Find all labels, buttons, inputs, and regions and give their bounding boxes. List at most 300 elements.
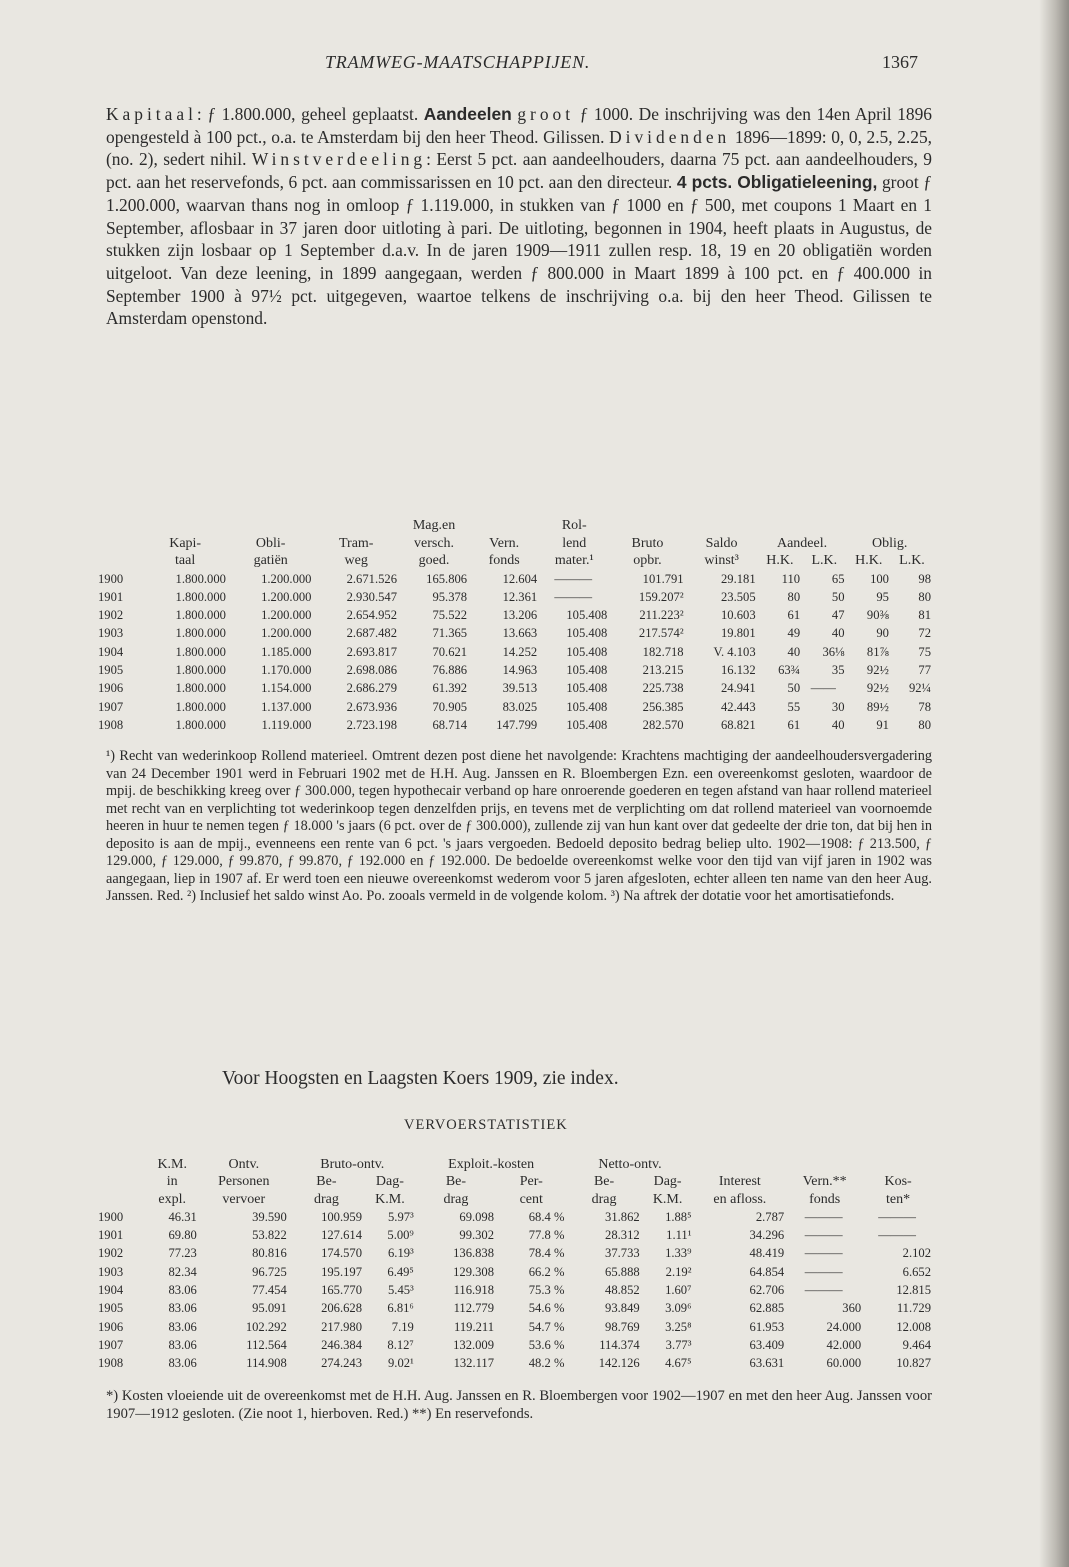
footnotes-financial: [106, 748, 932, 906]
table-cell: 83.06: [168, 1283, 197, 1298]
page-number: 1367: [882, 52, 918, 72]
stat-header-kos: Kos-: [884, 1174, 912, 1190]
page-header: [0, 52, 1069, 82]
page-edge: [1039, 0, 1069, 1567]
table-cell: 225.738: [642, 681, 684, 696]
table-cell: 2.787: [755, 1209, 785, 1224]
table-cell: 77.23: [168, 1246, 197, 1261]
table-cell: 274.243: [321, 1356, 363, 1371]
header-rol: Rol-: [561, 518, 587, 533]
header-oblig-lk: L.K.: [899, 553, 925, 568]
year-cell: 1905: [98, 1301, 124, 1316]
table-cell: 132.117: [453, 1356, 495, 1371]
table-cell: 1.800.000: [175, 571, 226, 586]
table-cell: 37.733: [605, 1246, 640, 1261]
year-cell: 1907: [98, 699, 124, 714]
stat-header-cent: cent: [519, 1191, 543, 1207]
table-cell: 1.200.000: [261, 589, 312, 604]
financial-table-row: [98, 698, 933, 716]
table-cell: 8.12⁷: [387, 1337, 414, 1352]
stat-table-row: [98, 1208, 933, 1226]
year-cell: 1906: [98, 1319, 124, 1334]
table-cell: 5.97³: [388, 1209, 414, 1224]
table-cell: ———: [804, 1264, 843, 1279]
table-cell: 1.33⁹: [665, 1246, 692, 1261]
intro-paragraph: [106, 103, 932, 330]
table-cell: 64.854: [749, 1264, 785, 1279]
financial-table-header: [98, 517, 933, 570]
intro-text-5: : Eerst 5 pct. aan aandeelhouders, daarna 75 pct. aan aandeelhouders, 9 pct. aan het reservefonds, 6 pct. aan commissarissen en 10 pct. aan den directeur.: [106, 149, 933, 193]
winstverdeeling-label: Winstverdeeling: [251, 149, 427, 170]
table-cell: 6.49⁵: [387, 1264, 414, 1279]
table-cell: 90: [876, 626, 889, 641]
table-cell: 213.215: [642, 662, 684, 677]
stat-header-be-3: Be-: [593, 1174, 615, 1190]
table-cell: 80: [918, 589, 931, 604]
table-cell: 105.408: [566, 644, 608, 659]
stat-header-km-1: K.M.: [375, 1191, 405, 1207]
stat-header-per: Per-: [519, 1174, 543, 1190]
table-cell: 246.384: [321, 1337, 363, 1352]
table-cell: 100.959: [321, 1209, 363, 1224]
table-cell: 114.908: [246, 1356, 287, 1371]
header-aandeel-hk: H.K.: [766, 553, 794, 568]
table-cell: 112.779: [453, 1301, 495, 1316]
table-cell: 256.385: [642, 699, 684, 714]
year-cell: 1903: [98, 1264, 124, 1279]
stat-header-row-3: [98, 1191, 933, 1208]
table-cell: 80: [787, 589, 801, 604]
header-winst: winst³: [704, 553, 739, 568]
table-cell: 77.454: [252, 1283, 287, 1298]
table-cell: 42.000: [826, 1337, 862, 1352]
financial-table-row: [98, 588, 933, 606]
stat-header-expl: expl.: [158, 1191, 187, 1207]
table-cell: 99.302: [459, 1228, 495, 1243]
header-aandeel-lk: L.K.: [811, 553, 838, 568]
table-cell: 61.392: [432, 681, 468, 696]
table-cell: 68.714: [432, 717, 468, 732]
table-cell: 1.200.000: [261, 571, 312, 586]
table-cell: ——: [810, 681, 836, 696]
table-cell: 53.822: [252, 1228, 287, 1243]
header-obli: Obli-: [255, 535, 286, 551]
table-cell: 40: [831, 717, 845, 732]
table-cell: 62.706: [749, 1283, 785, 1298]
stat-table-row: [98, 1226, 933, 1244]
table-cell: 91: [876, 717, 889, 732]
header-mater: mater.¹: [554, 553, 594, 568]
table-cell: 95: [876, 589, 889, 604]
table-cell: 61: [787, 717, 801, 732]
table-cell: 40: [787, 644, 801, 659]
table-cell: 1.170.000: [261, 662, 312, 677]
table-cell: 47: [831, 608, 845, 623]
year-cell: 1902: [98, 1246, 124, 1261]
table-cell: 282.570: [642, 717, 684, 732]
table-cell: 61: [787, 608, 801, 623]
table-cell: 34.296: [749, 1228, 785, 1243]
table-cell: 92½: [866, 681, 889, 696]
stat-table-header: [98, 1156, 933, 1208]
obligatieleening-label: 4 pcts. Obligatieleening,: [676, 172, 878, 193]
table-cell: 24.941: [721, 681, 756, 696]
year-cell: 1906: [98, 681, 124, 696]
year-cell: 1908: [98, 1356, 124, 1371]
table-cell: 54.6 %: [528, 1301, 565, 1316]
table-cell: 83.06: [168, 1337, 197, 1352]
table-cell: 95.378: [432, 589, 468, 604]
table-cell: 65.888: [605, 1264, 640, 1279]
table-cell: 5.45³: [388, 1283, 414, 1298]
table-cell: 1.800.000: [175, 644, 226, 659]
header-goed: goed.: [418, 553, 450, 568]
table-cell: 1.11¹: [666, 1228, 692, 1243]
table-cell: 78: [918, 699, 931, 714]
table-cell: 13.663: [502, 626, 538, 641]
table-cell: 132.009: [453, 1337, 495, 1352]
stat-header-dag-1: Dag-: [375, 1174, 404, 1190]
table-cell: 92½: [866, 662, 889, 677]
table-cell: 206.628: [321, 1301, 363, 1316]
header-weg: weg: [344, 553, 368, 568]
footnote-statistics-text: *) Kosten vloeiende uit de overeenkomst met de H.H. Aug. Janssen en R. Bloembergen voor 1902—1907 en met den heer Aug. Janssen voor 1907—1912 gesloten. (Zie noot 1, hierboven. Red.) **) En reservefonds.: [106, 1388, 932, 1423]
stat-header-be-1: Be-: [316, 1174, 337, 1190]
table-cell: 63.409: [749, 1337, 785, 1352]
table-cell: 60.000: [826, 1356, 862, 1371]
table-cell: 7.19: [391, 1319, 414, 1334]
table-cell: ———: [878, 1209, 916, 1224]
table-cell: 46.31: [168, 1209, 197, 1224]
table-cell: 30: [831, 699, 845, 714]
header-kapi: Kapi-: [169, 535, 202, 551]
table-cell: 105.408: [566, 717, 608, 732]
table-cell: 147.799: [496, 717, 538, 732]
table-cell: ———: [554, 571, 593, 586]
stat-header-in: in: [166, 1174, 178, 1190]
aandeelen-label: Aandeelen: [423, 104, 512, 124]
table-cell: 77.8 %: [528, 1228, 565, 1243]
table-cell: 116.918: [453, 1283, 495, 1298]
header-saldo: Saldo: [705, 535, 738, 551]
stat-table-row: [98, 1244, 933, 1262]
table-cell: 1.60⁷: [665, 1283, 692, 1298]
table-cell: 1.119.000: [261, 717, 312, 732]
stat-header-netto: Netto-ontv.: [598, 1157, 662, 1172]
table-cell: V. 4.103: [713, 644, 756, 659]
table-cell: 39.590: [252, 1209, 287, 1224]
table-cell: 98: [918, 571, 931, 586]
table-cell: ———: [554, 589, 593, 604]
header-oblig: Oblig.: [872, 535, 908, 551]
table-cell: 36⅛: [822, 644, 845, 659]
table-cell: 2.686.279: [346, 681, 397, 696]
transport-statistics-table: [98, 1156, 933, 1373]
table-cell: 75.522: [432, 608, 468, 623]
table-cell: 50: [831, 589, 845, 604]
table-cell: 2.102: [902, 1246, 931, 1261]
footnote-text: ¹) Recht van wederinkoop Rollend materieel. Omtrent dezen post diene het navolgende: Krachtens machtiging der aandeelhoudersvergadering van 24 December 1901 werd in Februari 1902 met de H.H. Aug. Janssen en R. Bloembergen Ezn. een overeenkomst gesloten, waardoor de mpij. de beschikking kreeg over ƒ 300.000, tegen hypothecair verband op hare onroerende goederen en tegen afstand van haar rollend materieel met recht van en verplichting tot wederinkoop tegen denzelfden prijs, en tevens met de verplichting om dat rollend materieel van voornoemde heeren in huur te nemen tegen ƒ 18.000 's jaars (6 pct. over de ƒ 300.000), zullende zij van hun kant over dat gedeelte der drie ton, dat bij hen in deposito is aan de mpij., evenneens een rente van 6 pct. 's jaars vergoeden. Bedoeld deposito bedrag beliep ulto. 1902—1908: ƒ 213.500, ƒ 129.000, ƒ 129.000, ƒ 99.870, ƒ 99.870, ƒ 192.000 en ƒ 192.000. De bedoelde overeenkomst welke voor den tijd van vijf jaren in 1902 was aangegaan, liep in 1907 af. Er werd toen een nieuwe overeenkomst wederom voor 5 jaren afgesloten, echter alleen ten name van den heer Aug. Janssen. Red. ²) Inclusief het saldo winst Ao. Po. zooals vermeld in de volgende kolom. ³) Na aftrek der dotatie voor het amortisatiefonds.: [106, 748, 932, 905]
intro-text-6: groot ƒ 1.200.000, waarvan thans nog in omloop ƒ 1.119.000, in stukken van ƒ 1000 en ƒ 500, met coupons 1 Maart en 1 September, aflosbaar in 37 jaren door uitloting à pari. De uitloting, begonnen in 1904, heeft plaats in Augustus, de stukken zijn losbaar op 1 September d.a.v. In de jaren 1909—1911 zullen resp. 18, 19 en 20 obligatiën worden uitgeloot. Van deze leening, in 1899 aangegaan, werden ƒ 800.000 in Maart 1899 à 100 pct. en ƒ 400.000 in September 1900 à 97½ pct. uitgegeven, waartoe telkens de inschrijving o.a. bij den heer Theod. Gilissen te Amsterdam openstond.: [106, 172, 932, 329]
table-cell: 182.718: [642, 644, 684, 659]
table-cell: 65: [831, 571, 845, 586]
stat-header-personen: Personen: [218, 1174, 270, 1190]
year-cell: 1900: [98, 1209, 124, 1224]
table-cell: 2.673.936: [346, 699, 397, 714]
table-cell: 12.815: [896, 1283, 931, 1298]
table-cell: 112.564: [246, 1337, 287, 1352]
table-cell: 5.00⁹: [387, 1228, 414, 1243]
table-cell: 2.693.817: [346, 644, 397, 659]
table-cell: 35: [831, 662, 845, 677]
table-cell: 82.34: [168, 1264, 197, 1279]
financial-header-row-1: [98, 517, 933, 535]
table-cell: 13.206: [502, 608, 538, 623]
table-cell: 105.408: [566, 699, 608, 714]
financial-table: [98, 517, 933, 734]
table-cell: 75.3 %: [528, 1283, 565, 1298]
table-cell: 12.008: [896, 1319, 931, 1334]
table-cell: 105.408: [566, 626, 608, 641]
table-cell: 165.806: [426, 571, 468, 586]
table-cell: 70.621: [432, 644, 468, 659]
header-bruto: Bruto: [631, 535, 664, 551]
table-cell: ———: [804, 1246, 843, 1261]
stat-header-row-2: [98, 1173, 933, 1190]
stat-table-row: [98, 1299, 933, 1317]
table-cell: 3.25⁸: [665, 1319, 692, 1334]
table-cell: 81: [918, 608, 931, 623]
header-versch: versch.: [414, 535, 455, 551]
table-cell: 1.800.000: [175, 717, 226, 732]
table-cell: 136.838: [453, 1246, 495, 1261]
table-cell: 77: [918, 662, 931, 677]
financial-table-body: [98, 570, 933, 735]
table-cell: 110: [781, 571, 801, 586]
table-cell: 1.200.000: [261, 608, 312, 623]
table-cell: 10.603: [721, 608, 756, 623]
table-cell: 23.505: [721, 589, 756, 604]
table-cell: 195.197: [321, 1264, 363, 1279]
table-cell: 80.816: [252, 1246, 287, 1261]
header-gatien: gatiën: [253, 553, 288, 568]
table-cell: 83.025: [502, 699, 538, 714]
stat-header-afloss: en afloss.: [713, 1191, 767, 1207]
table-cell: 211.223²: [639, 608, 684, 623]
financial-table-row: [98, 606, 933, 624]
table-cell: 119.211: [454, 1319, 495, 1334]
table-cell: 1.800.000: [175, 608, 226, 623]
table-cell: 105.408: [566, 662, 608, 677]
table-cell: 2.723.198: [346, 717, 397, 732]
table-cell: 2.687.482: [346, 626, 397, 641]
table-cell: 83.06: [168, 1319, 197, 1334]
table-cell: 101.791: [642, 571, 684, 586]
year-cell: 1900: [98, 571, 124, 586]
table-cell: 217.980: [321, 1319, 363, 1334]
table-cell: 12.604: [502, 571, 538, 586]
table-cell: 165.770: [321, 1283, 363, 1298]
table-cell: 98.769: [605, 1319, 640, 1334]
stat-header-drag-2: drag: [443, 1191, 469, 1207]
stat-header-vern: Vern.**: [802, 1174, 847, 1190]
table-cell: 129.308: [453, 1264, 495, 1279]
table-cell: 102.292: [245, 1319, 287, 1334]
table-cell: 66.2 %: [528, 1264, 565, 1279]
table-cell: 39.513: [502, 681, 538, 696]
year-cell: 1905: [98, 662, 124, 677]
table-cell: 78.4 %: [528, 1246, 565, 1261]
table-cell: 9.02¹: [388, 1356, 414, 1371]
table-cell: 61.953: [749, 1319, 785, 1334]
table-cell: 75: [918, 644, 931, 659]
table-cell: 1.185.000: [261, 644, 312, 659]
koers-reference: Voor Hoogsten en Laagsten Koers 1909, zie index.: [222, 1068, 619, 1089]
header-mag-en: Mag.en: [412, 518, 456, 533]
stat-table-row: [98, 1281, 933, 1299]
table-cell: ———: [804, 1228, 843, 1243]
financial-header-row-2: [98, 535, 933, 553]
table-cell: 142.126: [598, 1356, 640, 1371]
stat-header-ten: ten*: [886, 1191, 911, 1207]
footnotes-statistics: [106, 1387, 932, 1424]
table-cell: 360: [842, 1301, 862, 1316]
table-cell: 127.614: [321, 1228, 363, 1243]
table-cell: 105.408: [566, 681, 608, 696]
table-cell: 174.570: [321, 1246, 363, 1261]
stat-header-be-2: Be-: [445, 1174, 467, 1190]
table-cell: 40: [831, 626, 845, 641]
table-cell: 49: [787, 626, 801, 641]
company-description: [106, 103, 932, 330]
year-cell: 1902: [98, 608, 124, 623]
stat-header-fonds: fonds: [809, 1191, 841, 1207]
header-vern: Vern.: [489, 535, 520, 551]
table-cell: 114.374: [599, 1337, 640, 1352]
table-cell: 6.652: [902, 1264, 931, 1279]
stat-header-ontv: Ontv.: [228, 1157, 260, 1172]
year-cell: 1901: [98, 1228, 124, 1243]
table-cell: 2.654.952: [346, 608, 397, 623]
stat-header-drag-1: drag: [313, 1191, 339, 1207]
table-cell: 83.06: [168, 1356, 197, 1371]
header-lend: lend: [562, 535, 587, 551]
financial-table-row: [98, 716, 933, 734]
header-fonds: fonds: [488, 553, 520, 568]
table-cell: 68.4 %: [528, 1209, 565, 1224]
year-cell: 1901: [98, 589, 124, 604]
stat-table-row: [98, 1336, 933, 1354]
table-cell: 95.091: [252, 1301, 287, 1316]
header-opbr: opbr.: [633, 553, 662, 568]
table-cell: 100: [870, 571, 889, 586]
intro-text-3: ƒ 1000. De inschrijving was den 14en April 1896 opengesteld à 100 pct., o.a. te Amsterdam bij den heer Theod. Gilissen.: [106, 104, 932, 147]
year-cell: 1903: [98, 626, 124, 641]
table-cell: 6.81⁶: [387, 1301, 414, 1316]
table-cell: 1.88⁵: [665, 1209, 692, 1224]
stat-table-row: [98, 1318, 933, 1336]
table-cell: 4.67⁵: [665, 1356, 692, 1371]
year-cell: 1904: [98, 644, 124, 659]
table-cell: 1.800.000: [175, 699, 226, 714]
stat-header-row-1: [98, 1156, 933, 1173]
table-cell: 1.800.000: [175, 626, 226, 641]
table-cell: ———: [804, 1283, 843, 1298]
financial-table-row: [98, 570, 933, 588]
table-cell: ———: [878, 1228, 916, 1243]
dividenden-label: Dividenden: [609, 126, 731, 147]
table-cell: 14.963: [502, 662, 538, 677]
table-cell: 50: [787, 681, 801, 696]
table-cell: 83.06: [168, 1301, 197, 1316]
stat-table-row: [98, 1354, 933, 1372]
table-cell: 48.419: [749, 1246, 785, 1261]
table-cell: 1.800.000: [175, 681, 226, 696]
table-cell: 55: [787, 699, 801, 714]
stat-header-dag-2: Dag-: [653, 1174, 682, 1190]
financial-header-row-3: [98, 552, 933, 570]
stat-header-km-2: K.M.: [652, 1191, 683, 1207]
table-cell: 19.801: [721, 626, 756, 641]
year-cell: 1904: [98, 1283, 124, 1298]
table-cell: 42.443: [721, 699, 756, 714]
stat-table-body: [98, 1208, 933, 1373]
financial-table-row: [98, 643, 933, 661]
table-cell: 159.207²: [638, 589, 684, 604]
table-cell: 69.098: [459, 1209, 495, 1224]
table-cell: 53.6 %: [528, 1337, 565, 1352]
table-cell: 1.200.000: [261, 626, 312, 641]
table-cell: 80: [918, 717, 931, 732]
financial-table-row: [98, 661, 933, 679]
table-cell: 71.365: [432, 626, 468, 641]
table-cell: 3.77³: [665, 1337, 692, 1352]
table-cell: 92¼: [908, 681, 931, 696]
table-cell: 2.671.526: [346, 571, 397, 586]
kapitaal-label: Kapitaal: [106, 104, 197, 124]
table-cell: 1.137.000: [261, 699, 312, 714]
table-cell: 1.154.000: [261, 681, 312, 696]
statistics-title: VERVOERSTATISTIEK: [404, 1117, 568, 1133]
table-cell: 24.000: [826, 1319, 862, 1334]
table-cell: 28.312: [605, 1228, 640, 1243]
table-cell: 12.361: [502, 589, 538, 604]
table-cell: 96.725: [252, 1264, 287, 1279]
intro-text-1: : ƒ 1.800.000, geheel geplaatst.: [196, 104, 424, 124]
table-cell: 2.698.086: [346, 662, 397, 677]
table-cell: 76.886: [432, 662, 468, 677]
table-cell: 10.827: [896, 1356, 931, 1371]
header-oblig-hk: H.K.: [855, 553, 883, 568]
table-cell: 3.09⁶: [665, 1301, 692, 1316]
intro-text-4: 1896—1899: 0, 0, 2.5, 2.25, (no. 2), sedert nihil.: [106, 126, 932, 170]
table-cell: 63.631: [749, 1356, 785, 1371]
table-cell: 62.885: [749, 1301, 785, 1316]
table-cell: 81⅞: [866, 644, 889, 659]
year-cell: 1908: [98, 717, 124, 732]
header-taal: taal: [175, 553, 196, 568]
header-aandeel: Aandeel.: [776, 535, 828, 551]
financial-table-row: [98, 624, 933, 642]
groot-label: groot: [517, 104, 575, 124]
table-cell: 6.19³: [388, 1246, 414, 1261]
table-cell: 11.729: [896, 1301, 931, 1316]
table-cell: 48.2 %: [528, 1356, 565, 1371]
table-cell: 2.19²: [665, 1264, 692, 1279]
financial-table-row: [98, 679, 933, 697]
table-cell: ———: [804, 1209, 843, 1224]
table-cell: 9.464: [902, 1337, 931, 1352]
